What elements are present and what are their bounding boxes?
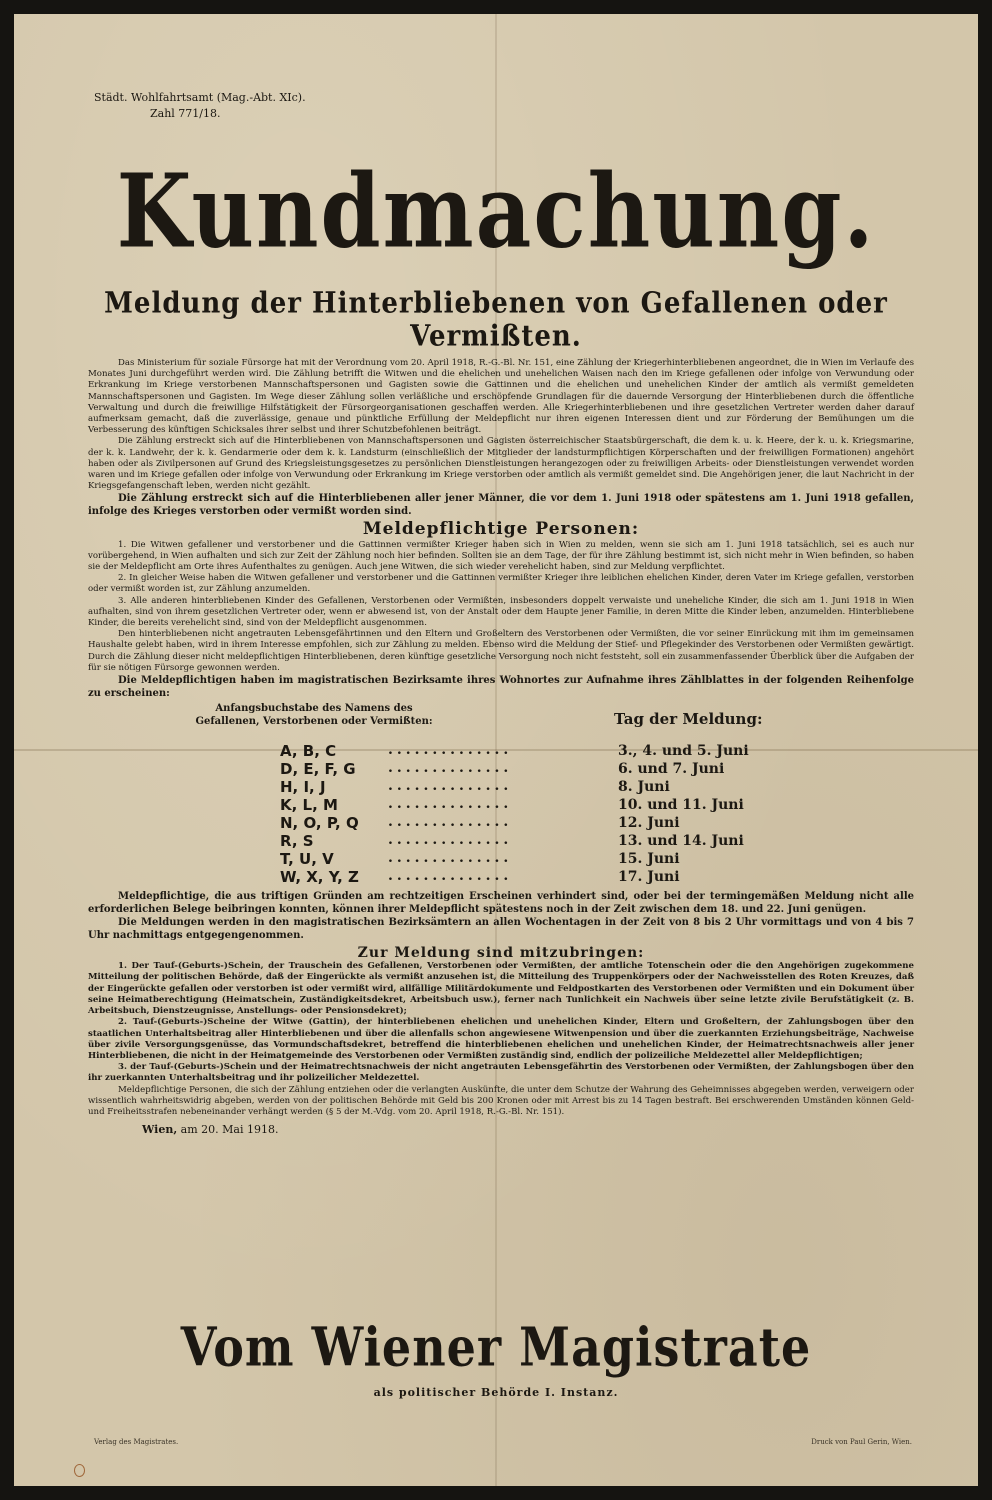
schedule-letters: N, O, P, Q: [280, 814, 359, 833]
schedule-table: [88, 742, 914, 890]
publisher-note: Verlag des Magistrates.: [94, 1438, 179, 1446]
section-heading-documents: Zur Meldung sind mitzubringen:: [357, 945, 645, 962]
page-title: Kundmachung.: [116, 152, 876, 272]
schedule-row: [88, 796, 914, 818]
schedule-column-date: Tag der Meldung:: [614, 710, 763, 729]
obligated-paragraph-4: Den hinterbliebenen nicht angetrauten Lebensgefährtinnen und den Eltern und Großeltern des Verstorbenen oder Vermißten, die vor seiner Einrückung mit ihm im gemeinsamen Haushalte gelebt haben, wird in ihrem Interesse empfohlen, sich zur Zählung zu melden. Ebenso wird die Meldung der Stief- und Pflegekinder des Verstorbenen oder Vermißten gewärtigt. Durch die Zählung dieser nicht meldepflichtigen Hinterbliebenen, deren künftige gesetzliche Versorgung noch nicht feststeht, soll ein zusammenfassender Überblick über die Aufgaben der für sie nötigen Fürsorge gewonnen werden.: [88, 629, 914, 673]
schedule-row: [88, 760, 914, 782]
schedule-row: [88, 814, 914, 836]
place-date: am 20. Mai 1918.: [180, 1123, 279, 1137]
schedule-row: [88, 850, 914, 872]
schedule-letters: H, I, J: [280, 778, 326, 797]
schedule-dots: ..............: [388, 835, 513, 847]
place-date-line: [88, 1124, 914, 1135]
schedule-date: 8. Juni: [618, 779, 670, 796]
schedule-date: 3., 4. und 5. Juni: [618, 743, 749, 760]
section-heading-obligated: Meldepflichtige Personen:: [362, 519, 640, 540]
intro-paragraph-1: Das Ministerium für soziale Fürsorge hat mit der Verordnung vom 20. April 1918, R.-G.-Bl. Nr. 151, eine Zählung der Kriegerhinterbliebenen angeordnet, die in Wien im Verlaufe des Monates Juni durchgeführt werden wird. Die Zählung betrifft die Witwen und die ehelichen und unehelichen Waisen nach den im Kriege gefallenen oder infolge von Verwundung oder Erkrankung im Kriege verstorbenen Mannschaftspersonen und Gagisten sowie die Gattinnen und die ehelichen und unehelichen Kinder der amtlich als vermißt gemeldeten Mannschaftspersonen und Gagisten. Im Wege dieser Zählung sollen verläßliche und erschöpfende Grundlagen für die dauernde Versorgung der Hinterbliebenen durch die öffentliche Verwaltung und durch die freiwillige Hilfstätigkeit der Fürsorgeorganisationen geschaffen werden. Alle Kriegerhinterbliebenen und ihre gesetzlichen Vertreter werden daher darauf aufmerksam gemacht, daß die zuverlässige, genaue und pünktliche Erfüllung der Meldepflicht nur ihren eigenen Interessen dient und zur Förderung der Bemühungen um die Verbesserung des künftigen Schicksales ihrer selbst und ihrer Schutzbefohlenen beiträgt.: [88, 358, 914, 436]
obligated-paragraph-5: Die Meldepflichtigen haben im magistratischen Bezirksamte ihres Wohnortes zur Aufnahme ihres Zählblattes in der folgenden Reihenfolge zu erscheinen:: [88, 675, 914, 700]
obligated-paragraph-1: 1. Die Witwen gefallener und verstorbener und die Gattinnen vermißter Krieger haben sich in Wien zu melden, wenn sie sich am 1. Juni 1918 tatsächlich, sei es auch nur vorübergehend, in Wien aufhalten und sich zur Zeit der Zählung noch hier befinden. Sollten sie an dem Tage, der für ihre Zählung bestimmt ist, sich nicht mehr in Wien befinden, so haben sie der Meldepflicht am Orte ihres Aufenthaltes zu genügen. Auch jene Witwen, die sich wieder verehelicht haben, sind zur Meldung verpflichtet.: [88, 539, 914, 573]
poster-sheet: [14, 14, 978, 1486]
schedule-letters: W, X, Y, Z: [280, 868, 359, 887]
office-name: Städt. Wohlfahrtsamt (Mag.-Abt. XIc).: [94, 91, 306, 104]
documents-paragraph-2: 2. Tauf-(Geburts-)Scheine der Witwe (Gattin), der hinterbliebenen ehelichen und unehelichen Kinder, Eltern und Großeltern, der Zahlungsbogen über den staatlichen Unterhaltsbeitrag aller Hinterbliebenen und über die allenfalls schon angewiesene Witwenpension und über die zuerkannten Erziehungsbeiträge, Nachweise über zivile Versorgungsgenüsse, das Vormundschaftsdekret, betreffend die hinterbliebenen ehelichen und unehelichen Kinder, der Heimatrechtsnachweis aller jener Hinterbliebenen, die nicht in der Heimatgemeinde des Verstorbenen oder Vermißten zuständig sind, endlich der polizeiliche Meldezettel aller Meldepflichtigen;: [88, 1017, 914, 1061]
schedule-dots: ..............: [388, 853, 513, 865]
office-reference: [94, 90, 306, 122]
place-city: Wien,: [142, 1123, 178, 1137]
notice-body: [88, 358, 914, 1135]
obligated-paragraph-2: 2. In gleicher Weise haben die Witwen gefallener und verstorbener und die Gattinnen vermißter Krieger ihre leiblichen ehelichen Kinder, deren Vater im Kriege gefallen, verstorben oder vermißt worden ist, zur Zählung anzumelden.: [88, 573, 914, 595]
schedule-dots: ..............: [388, 745, 513, 757]
schedule-date: 12. Juni: [618, 815, 680, 832]
issuing-authority: Vom Wiener Magistrate: [180, 1315, 812, 1379]
schedule-row: [88, 778, 914, 800]
schedule-header: [88, 702, 914, 746]
documents-paragraph-3: 3. der Tauf-(Geburts-)Schein und der Heimatrechtsnachweis der nicht angetrauten Lebensgefährtin des Verstorbenen oder Vermißten, der Zahlungsbogen über den ihr zuerkannten Unterhaltsbeitrag und ihr polizeilicher Meldezettel.: [88, 1062, 914, 1084]
schedule-letters: R, S: [280, 832, 314, 851]
schedule-letters: K, L, M: [280, 796, 338, 815]
intro-paragraph-2: Die Zählung erstreckt sich auf die Hinterbliebenen von Mannschaftspersonen und Gagisten österreichischer Staatsbürgerschaft, die dem k. u. k. Heere, der k. u. k. Kriegsmarine, der k. k. Landwehr, der k. k. Gendarmerie oder dem k. k. Landsturm (einschließlich der Mitglieder der landsturmpflichtigen Körperschaften und der freiwilligen Formationen) angehört haben oder als Zivilpersonen auf Grund des Kriegsleistungsgesetzes zu persönlichen Dienstleistungen herangezogen oder zu freiwilligen Arbeits- oder Dienstleistungen verwendet worden waren und im Kriege gefallen oder infolge von Verwundung oder Erkrankung im Kriege verstorben oder amtlich als vermißt gemeldet sind. Die Angehörigen jener, die laut Nachricht in der Kriegsgefangenschaft leben, werden nicht gezählt.: [88, 436, 914, 492]
schedule-dots: ..............: [388, 817, 513, 829]
schedule-dots: ..............: [388, 781, 513, 793]
schedule-row: [88, 832, 914, 854]
schedule-date: 15. Juni: [618, 851, 680, 868]
office-hours-paragraph: Die Meldungen werden in den magistratischen Bezirksämtern an allen Wochentagen in der Zeit von 8 bis 2 Uhr vormittags und von 4 bis 7 Uhr nachmittags entgegengenommen.: [88, 917, 914, 942]
intro-paragraph-3: Die Zählung erstreckt sich auf die Hinterbliebenen aller jener Männer, die vor dem 1. Juni 1918 oder spätestens am 1. Juni 1918 gefallen, infolge des Krieges verstorben oder vermißt worden sind.: [88, 493, 914, 518]
schedule-letters: T, U, V: [280, 850, 334, 869]
obligated-paragraph-3: 3. Alle anderen hinterbliebenen Kinder des Gefallenen, Verstorbenen oder Vermißten, insbesonders doppelt verwaiste und uneheliche Kinder, die sich am 1. Juni 1918 in Wien aufhalten, sind von ihrem gesetzlichen Vertreter oder, wenn er abwesend ist, von der Anstalt oder dem Haupte jener Familie, in deren Mitte die Kinder leben, anzumelden. Hinterbliebene Kinder, die bereits verehelicht sind, sind von der Meldepflicht ausgenommen.: [88, 595, 914, 629]
archive-stamp-icon: [74, 1464, 85, 1477]
penalty-paragraph: Meldepflichtige Personen, die sich der Zählung entziehen oder die verlangten Auskünfte, die unter dem Schutze der Wahrung des Geheimnisses abgegeben werden, verweigern oder wissentlich wahrheitswidrig abgeben, werden von der politischen Behörde mit Geld bis 200 Kronen oder mit Arrest bis zu 14 Tagen bestraft. Bei erschwerenden Umständen können Geld- und Freiheitsstrafen nebeneinander verhängt werden (§ 5 der M.-Vdg. vom 20. April 1918, R.-G.-Bl. Nr. 151).: [88, 1084, 914, 1117]
schedule-dots: ..............: [388, 763, 513, 775]
schedule-date: 17. Juni: [618, 869, 680, 886]
issuing-authority-subtitle: als politischer Behörde I. Instanz.: [373, 1386, 619, 1399]
schedule-date: 6. und 7. Juni: [618, 761, 725, 778]
schedule-dots: ..............: [388, 871, 513, 883]
schedule-date: 10. und 11. Juni: [618, 797, 744, 814]
documents-paragraph-1: 1. Der Tauf-(Geburts-)Schein, der Trauschein des Gefallenen, Verstorbenen oder Vermißten, der amtliche Totenschein oder die den Angehörigen zugekommene Mitteilung der politischen Behörde, daß der Eingerückte als vermißt anzusehen ist, die Mitteilung des Truppenkörpers oder der Nachweisstellen des Roten Kreuzes, daß der Eingerückte gefallen oder verstorben ist oder vermißt wird, allfällige Militärdokumente und Feldpostkarten des Verstorbenen oder Vermißten und ein Dokument über seine Heimatberechtigung (Heimatschein, Zuständigkeitsdekret, Arbeitsbuch usw.), ferner nach Tunlichkeit ein Nachweis über seine letzte zivile Berufstätigkeit (z. B. Arbeitsbuch, Dienstzeugnisse, Anstellungs- oder Pensionsdekret);: [88, 961, 914, 1017]
printer-note: Druck von Paul Gerin, Wien.: [811, 1438, 912, 1446]
schedule-row: [88, 742, 914, 764]
schedule-column-letters: Anfangsbuchstabe des Namens des Gefallenen, Verstorbenen oder Vermißten:: [195, 703, 433, 728]
schedule-letters: D, E, F, G: [280, 760, 356, 779]
schedule-letters: A, B, C: [280, 742, 337, 761]
late-registration-paragraph: Meldepflichtige, die aus triftigen Gründen am rechtzeitigen Erscheinen verhindert sind, oder bei der termingemäßen Meldung nicht alle erforderlichen Belege beibringen konnten, können ihrer Meldepflicht spätestens noch in der Zeit zwischen dem 18. und 22. Juni genügen.: [88, 891, 914, 916]
reference-number: Zahl 771/18.: [150, 107, 221, 120]
schedule-date: 13. und 14. Juni: [618, 833, 744, 850]
page-subtitle: Meldung der Hinterbliebenen von Gefallenen oder Vermißten.: [104, 287, 888, 353]
schedule-row: [88, 868, 914, 890]
schedule-dots: ..............: [388, 799, 513, 811]
